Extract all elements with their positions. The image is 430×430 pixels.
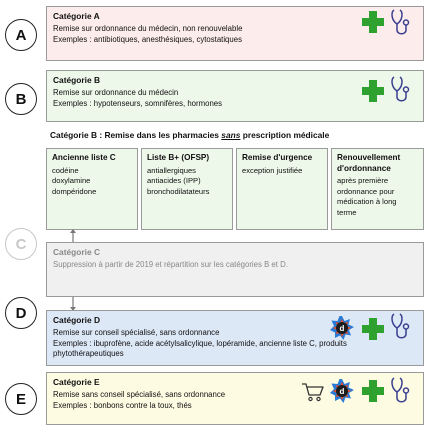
category-d-letter: D [15,304,27,322]
category-d-circle [5,297,37,329]
heading-prefix: Catégorie B : Remise dans les pharmacies [50,130,222,140]
list-item: exception justifiée [242,165,303,175]
green-cross-icon [362,318,384,340]
svg-text:d: d [339,387,345,396]
category-e-examples: Exemples : bonbons contre la toux, thés [53,400,192,410]
list-item: dompéridone [52,186,97,196]
list-item: antiacides (IPP) [147,176,201,185]
stethoscope-icon [390,75,412,105]
category-a-circle [5,19,37,51]
heading-suffix: prescription médicale [240,130,330,140]
category-b-letter: B [15,90,27,108]
category-d-description: Remise sur conseil spécialisé, sans ordonnance [53,328,220,337]
category-a-examples: Exemples : antibiotiques, anesthésiques, cytostatiques [53,34,242,44]
arrow-up-icon [68,229,78,243]
category-a-description: Remise sur ordonnance du médecin, non renouvelable [53,24,243,33]
category-c-description: Suppression à partir de 2019 et répartition sur les catégories B et D. [53,260,288,269]
pharmacy-section-heading [50,130,329,140]
category-d-examples: Exemples : ibuprofène, acide acétylsalicylique, lopéramide, ancienne liste C, produits phytothérapeutiques [53,338,347,358]
category-c-letter: C [15,235,27,253]
green-cross-icon [362,11,384,33]
stethoscope-icon [390,376,412,406]
category-d-title: Catégorie D [53,315,101,325]
subbox-remise-urgence-title: Remise d'urgence [242,153,313,162]
category-a-letter: A [15,26,27,44]
pharmacist-seal-icon [330,316,354,340]
green-cross-icon [362,80,384,102]
category-b-examples: Exemples : hypotenseurs, somnifères, hormones [53,98,223,108]
green-cross-icon [362,380,384,402]
category-c-box [46,242,424,297]
subbox-renouvellement-body: après première ordonnance pour médication à long terme [337,176,397,217]
category-e-title: Catégorie E [53,377,100,387]
subbox-liste-bplus [141,148,233,230]
category-b-description: Remise sur ordonnance du médecin [53,88,179,97]
subbox-ancienne-liste-c [46,148,138,230]
category-e-letter: E [15,390,26,408]
subbox-liste-bplus-title: Liste B+ (OFSP) [147,153,210,162]
heading-emphasis: sans [221,130,241,140]
svg-text:d: d [339,324,345,333]
list-item: antiallergiques [147,165,196,175]
category-e-description: Remise sans conseil spécialisé, sans ordonnance [53,390,226,399]
subbox-remise-urgence [236,148,328,230]
category-a-title: Catégorie A [53,11,100,21]
pharmacist-seal-icon [330,379,354,403]
category-c-title: Catégorie C [53,247,101,257]
stethoscope-icon [390,312,412,342]
shopping-cart-icon [302,382,324,402]
category-c-circle [5,228,37,260]
category-b-circle [5,83,37,115]
stethoscope-icon [390,8,412,38]
subbox-renouvellement [331,148,424,230]
category-b-title: Catégorie B [53,75,101,85]
list-item: codéine [52,165,79,175]
subbox-ancienne-liste-c-title: Ancienne liste C [52,153,116,162]
subbox-renouvellement-title: Renouvellement d'ordonnance [337,153,401,173]
list-item: bronchodilatateurs [147,186,210,196]
list-item: doxylamine [52,176,91,185]
arrow-down-icon [68,297,78,311]
category-e-circle [5,383,37,415]
